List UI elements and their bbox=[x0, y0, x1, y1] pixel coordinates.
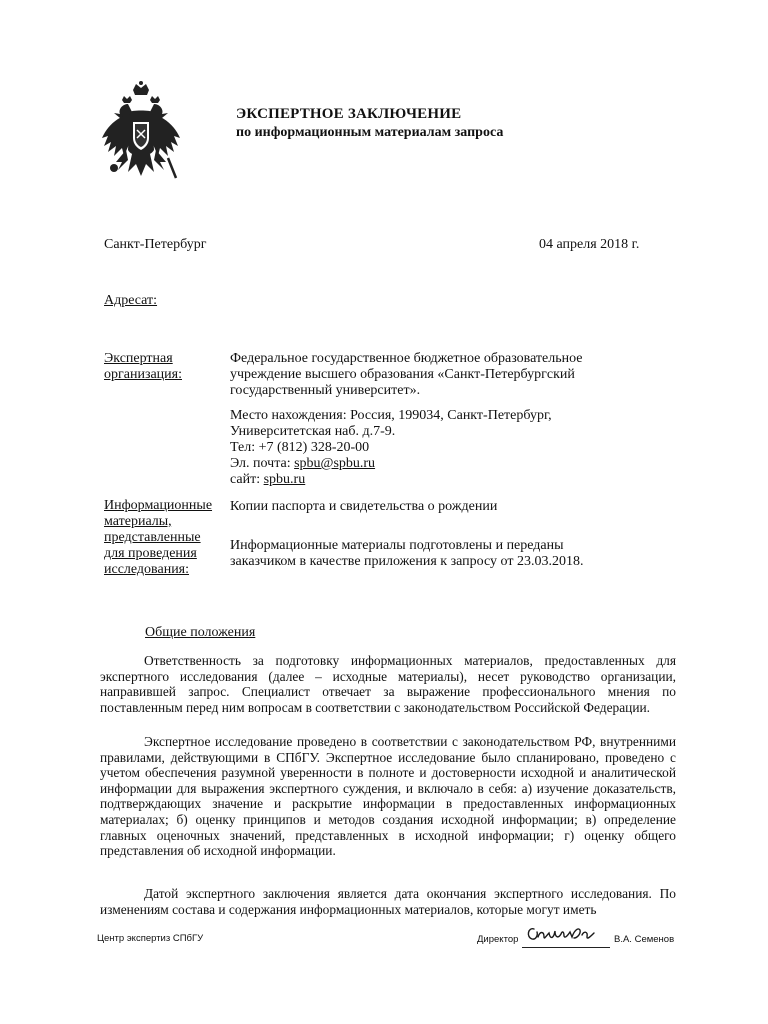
section-heading-general: Общие положения bbox=[145, 625, 256, 640]
footer-signature-block bbox=[477, 927, 687, 951]
signature-line bbox=[522, 947, 610, 948]
paragraph-methodology bbox=[100, 734, 676, 859]
org-address-line: Место нахождения: Россия, 199034, Санкт-Петербург, bbox=[230, 408, 552, 423]
org-name-line: Федеральное государственное бюджетное образовательное bbox=[230, 351, 583, 366]
org-site-row bbox=[230, 472, 630, 488]
expert-org-label-line: Экспертная bbox=[104, 351, 173, 366]
document-header bbox=[236, 106, 503, 141]
site-link[interactable]: spbu.ru bbox=[263, 472, 306, 487]
site-prefix: сайт: bbox=[230, 472, 264, 487]
paragraph-responsibility bbox=[100, 653, 676, 715]
materials-note-line: Информационные материалы подготовлены и переданы bbox=[230, 538, 564, 553]
materials-label bbox=[104, 498, 212, 578]
addressee-label: Адресат: bbox=[104, 293, 158, 308]
paragraph-text: Датой экспертного заключения является дата окончания экспертного исследования. По изменениям состава и содержания информационных материалов, которые могут иметь bbox=[100, 886, 676, 917]
city: Санкт-Петербург bbox=[104, 237, 207, 252]
materials-label-line: для проведения bbox=[104, 546, 197, 561]
document-subtitle: по информационным материалам запроса bbox=[236, 125, 504, 140]
org-phone: Тел: +7 (812) 328-20-00 bbox=[230, 440, 370, 455]
document-title: ЭКСПЕРТНОЕ ЗАКЛЮЧЕНИЕ bbox=[236, 106, 462, 122]
expert-org-label-line: организация: bbox=[104, 367, 182, 382]
document-date: 04 апреля 2018 г. bbox=[539, 237, 640, 252]
materials-details bbox=[230, 499, 650, 570]
signatory-name: В.А. Семенов bbox=[614, 934, 675, 945]
materials-label-line: материалы, bbox=[104, 514, 172, 529]
org-email-row bbox=[230, 456, 630, 472]
materials-label-line: Информационные bbox=[104, 498, 213, 513]
materials-value: Копии паспорта и свидетельства о рождении bbox=[230, 499, 498, 514]
materials-label-line: исследования: bbox=[104, 562, 190, 577]
org-name-line: учреждение высшего образования «Санкт-Петербургский bbox=[230, 367, 575, 382]
signatory-role: Директор bbox=[477, 934, 519, 945]
expert-org-details bbox=[230, 351, 630, 488]
materials-label-line: представленные bbox=[104, 530, 201, 545]
paragraph-text: Ответственность за подготовку информационных материалов, предоставленных для экспертного исследования (далее – исходные материалы), несет руководство организации, направившей запрос. Специалист отвечает за выражение профессионального мнения по поставленным перед ним вопросам в соответствии с законодательством Российской Федерации. bbox=[100, 653, 676, 715]
org-address-line: Университетская наб. д.7-9. bbox=[230, 424, 396, 439]
paragraph-date bbox=[100, 886, 676, 917]
email-link[interactable]: spbu@spbu.ru bbox=[294, 456, 376, 471]
double-headed-eagle-emblem bbox=[100, 80, 182, 192]
materials-note-line: заказчиком в качестве приложения к запросу от 23.03.2018. bbox=[230, 554, 584, 569]
org-name-line: государственный университет». bbox=[230, 383, 421, 398]
footer-center-name: Центр экспертиз СПбГУ bbox=[97, 933, 204, 944]
expert-org-label bbox=[104, 351, 182, 383]
handwritten-signature bbox=[524, 921, 608, 947]
email-prefix: Эл. почта: bbox=[230, 456, 295, 471]
paragraph-text: Экспертное исследование проведено в соответствии с законодательством РФ, внутренними правилами, действующими в СПбГУ. Экспертное исследование было спланировано, проведено с учетом обеспечения разумной уверенности в полноте и достоверности исходной и аналитической информации для выражения экспертного суждения, и включало в себя: а) изучение доказательств, подтверждающих значение и раскрытие информации в предоставленных информационных материалах; б) оценку принципов и методов создания исходной информации; в) определение главных оценочных значений, представленных в исходной информации; г) оценку общего представления об исходной информации. bbox=[100, 734, 676, 859]
